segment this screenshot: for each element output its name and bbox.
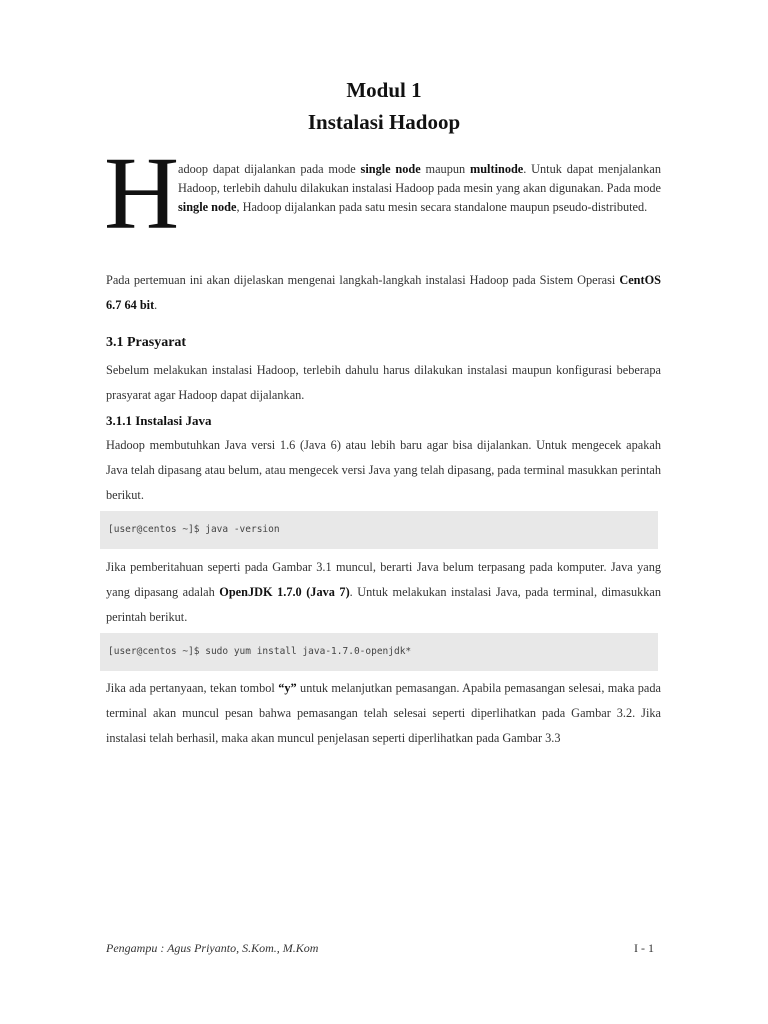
drop-cap-letter: H <box>104 136 180 251</box>
intro-paragraph <box>178 160 661 217</box>
paragraph-os-text: Pada pertemuan ini akan dijelaskan mengenai langkah-langkah instalasi Hadoop pada Sistem Operasi <box>106 273 620 287</box>
intro-text-1: adoop dapat dijalankan pada mode <box>178 162 361 176</box>
paragraph-openjdk-text-2: . Untuk melakukan instalasi Java, pada terminal, dimasukkan perintah berikut. <box>106 585 661 624</box>
footer-author: Pengampu : Agus Priyanto, S.Kom., M.Kom <box>106 941 319 955</box>
paragraph-instalasi-java: Hadoop membutuhkan Java versi 1.6 (Java 6) atau lebih baru agar bisa dijalankan. Untuk mengecek apakah Java telah dipasang atau belum, atau mengecek versi Java yang telah dipasang, pada terminal masukkan perintah berikut. <box>106 438 661 502</box>
intro-text-2: maupun <box>420 162 470 176</box>
intro-bold-2: multinode <box>469 162 524 176</box>
paragraph-os <box>106 268 661 318</box>
footer-page-number: I - 1 <box>634 941 654 955</box>
paragraph-openjdk-bold: OpenJDK 1.7.0 (Java 7) <box>219 585 350 599</box>
paragraph-pemasangan <box>106 676 661 751</box>
module-subtitle: Instalasi Hadoop <box>307 110 461 134</box>
paragraph-os-end: . <box>154 298 158 312</box>
paragraph-openjdk-text-1: Jika pemberitahuan seperti pada Gambar 3.1 muncul, berarti Java belum terpasang pada komputer. Java yang yang dipasang adalah <box>106 560 661 599</box>
heading-prasyarat: 3.1 Prasyarat <box>106 335 187 350</box>
code-block-java-version: [user@centos ~]$ java -version <box>100 511 658 549</box>
heading-instalasi-java: 3.1.1 Instalasi Java <box>106 413 212 428</box>
paragraph-os-bold: CentOS 6.7 64 bit <box>106 273 661 312</box>
paragraph-prasyarat: Sebelum melakukan instalasi Hadoop, terlebih dahulu harus dilakukan instalasi maupun konfigurasi beberapa prasyarat agar Hadoop dapat dijalankan. <box>106 363 661 402</box>
intro-text-3: . Untuk dapat menjalankan Hadoop, terlebih dahulu dilakukan instalasi Hadoop pada mesin yang akan digunakan. Pada mode <box>178 162 661 195</box>
paragraph-pemasangan-text-1: Jika ada pertanyaan, tekan tombol <box>106 681 279 695</box>
intro-text-4: , Hadoop dijalankan pada satu mesin secara standalone maupun pseudo-distributed. <box>236 200 648 214</box>
paragraph-pemasangan-text-2: untuk melanjutkan pemasangan. Apabila pemasangan selesai, maka pada terminal akan muncul pesan bahwa pemasangan telah selesai seperti diperlihatkan pada Gambar 3.2. Jika instalasi telah berhasil, maka akan muncul penjelasan seperti diperlihatkan pada Gambar 3.3 <box>106 681 661 745</box>
code-block-yum-install: [user@centos ~]$ sudo yum install java-1.7.0-openjdk* <box>100 633 658 671</box>
paragraph-pemasangan-bold: “y” <box>278 681 297 695</box>
intro-bold-3: single node <box>178 200 237 214</box>
module-title: Modul 1 <box>346 78 422 102</box>
paragraph-openjdk <box>106 555 661 630</box>
intro-bold-1: single node <box>360 162 421 176</box>
